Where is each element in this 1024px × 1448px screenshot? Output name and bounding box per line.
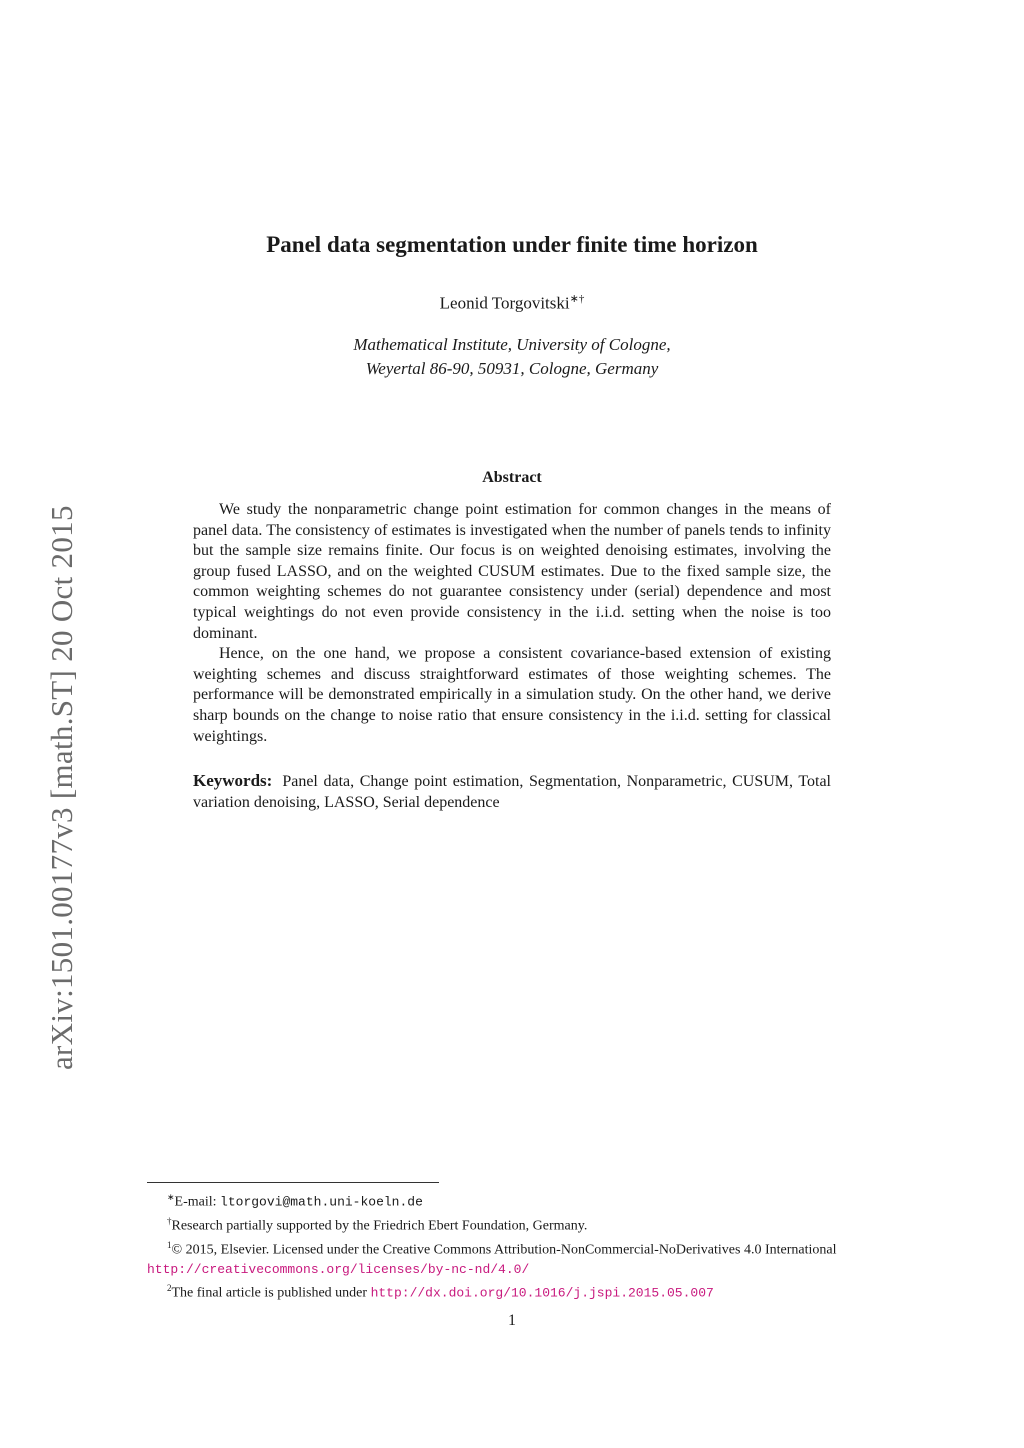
- email-address[interactable]: ltorgovi@math.uni-koeln.de: [220, 1194, 423, 1210]
- page-number: 1: [508, 1312, 516, 1329]
- footnote-support-text: Research partially supported by the Friedrich Ebert Foundation, Germany.: [171, 1218, 588, 1234]
- author-line: [0, 292, 1024, 314]
- license-link[interactable]: http://creativecommons.org/licenses/by-nc-nd/4.0/: [147, 1261, 530, 1277]
- footnote-divider: [147, 1182, 439, 1183]
- affiliation: [0, 333, 1024, 381]
- keywords-label: Keywords:: [193, 771, 273, 790]
- abstract-heading: Abstract: [482, 469, 542, 486]
- paper-title: Panel data segmentation under finite time horizon: [266, 232, 758, 257]
- keywords: [193, 770, 831, 813]
- footnote-published: [147, 1279, 887, 1303]
- author-name: Leonid Torgovitski: [439, 293, 570, 313]
- affiliation-line-1: Mathematical Institute, University of Cologne,: [353, 335, 671, 354]
- footnote-mark-license: 1: [167, 1239, 172, 1250]
- footnote-mark-support: †: [167, 1215, 172, 1226]
- arxiv-stamp: arXiv:1501.00177v3 [math.ST] 20 Oct 2015: [44, 505, 79, 1070]
- footnote-email: [147, 1188, 887, 1212]
- doi-link[interactable]: http://dx.doi.org/10.1016/j.jspi.2015.05.007: [370, 1285, 714, 1301]
- abstract-body: [193, 500, 831, 747]
- author-footnote-marks[interactable]: ∗†: [569, 293, 585, 305]
- footnote-support: [147, 1212, 887, 1236]
- footnote-email-label: E-mail:: [174, 1194, 221, 1210]
- footnotes: [147, 1188, 887, 1303]
- abstract-paragraph-1: We study the nonparametric change point estimation for common changes in the means of panel data. The consistency of estimates is investigated when the number of panels tends to infinity but the sample size remains finite. Our focus is on weighted denoising estimates, involving the group fused LASSO, and on the weighted CUSUM estimates. Due to the fixed sample size, the common weighting schemes do not guarantee consistency under (serial) dependence and most typical weightings do not even provide consistency in the i.i.d. setting when the noise is too dominant.: [193, 501, 831, 642]
- footnote-mark-published: 2: [167, 1282, 172, 1293]
- footnote-mark-email: ∗: [167, 1192, 175, 1202]
- footnote-published-text: The final article is published under: [171, 1285, 371, 1301]
- affiliation-line-2: Weyertal 86-90, 50931, Cologne, Germany: [365, 359, 659, 378]
- abstract-paragraph-2: Hence, on the one hand, we propose a consistent covariance-based extension of existing weighting schemes and discuss straightforward estimates of those weighting schemes. The performance will be demonstrated empirically in a simulation study. On the other hand, we derive sharp bounds on the change to noise ratio that ensure consistency in the i.i.d. setting for classical weightings.: [193, 645, 831, 745]
- footnote-license: [147, 1236, 887, 1279]
- footnote-license-text: © 2015, Elsevier. Licensed under the Creative Commons Attribution-NonCommercial-NoDerivatives 4.0 International: [171, 1242, 837, 1258]
- keywords-text: Panel data, Change point estimation, Segmentation, Nonparametric, CUSUM, Total variation denoising, LASSO, Serial dependence: [193, 773, 831, 811]
